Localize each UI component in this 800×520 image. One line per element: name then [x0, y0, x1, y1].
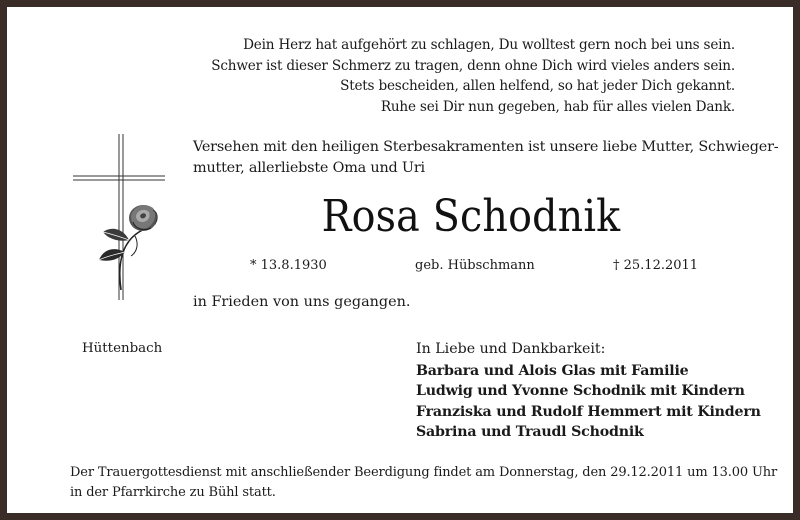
service-info — [70, 463, 777, 503]
place-name: Hüttenbach — [82, 341, 163, 356]
poem-line: Stets bescheiden, allen helfend, so hat jeder Dich gekannt. — [340, 78, 735, 95]
mourners-heading: In Liebe und Dankbarkeit: — [416, 341, 606, 357]
mourners-list — [416, 361, 761, 443]
maiden-name: geb. Hübschmann — [415, 258, 535, 273]
intro-line: Versehen mit den heiligen Sterbesakramenten ist unsere liebe Mutter, Schwieger- — [193, 139, 779, 155]
death-date: † 25.12.2011 — [613, 258, 699, 273]
memorial-poem — [211, 35, 735, 117]
service-line: Der Trauergottesdienst mit anschließender Beerdigung findet am Donnerstag, den 29.12.2011 um 13.00 Uhr — [70, 465, 778, 480]
service-line: in der Pfarrkirche zu Bühl statt. — [70, 485, 276, 500]
poem-line: Dein Herz hat aufgehört zu schlagen, Du wolltest gern noch bei uns sein. — [243, 37, 735, 53]
mourner-entry: Sabrina und Traudl Schodnik — [416, 424, 644, 441]
intro-text — [193, 137, 778, 179]
deceased-name: Rosa Schodnik — [321, 191, 621, 242]
mourner-entry: Ludwig und Yvonne Schodnik mit Kindern — [416, 383, 745, 400]
mourner-entry: Franziska und Rudolf Hemmert mit Kindern — [416, 403, 761, 420]
peace-text: in Frieden von uns gegangen. — [193, 294, 411, 310]
poem-line: Ruhe sei Dir nun gegeben, hab für alles vielen Dank. — [380, 98, 735, 115]
mourner-entry: Barbara und Alois Glas mit Familie — [416, 363, 689, 379]
birth-date: * 13.8.1930 — [250, 258, 327, 273]
poem-line: Schwer ist dieser Schmerz zu tragen, denn ohne Dich wird vieles anders sein. — [211, 57, 735, 74]
intro-line: mutter, allerliebste Oma und Uri — [193, 160, 425, 176]
